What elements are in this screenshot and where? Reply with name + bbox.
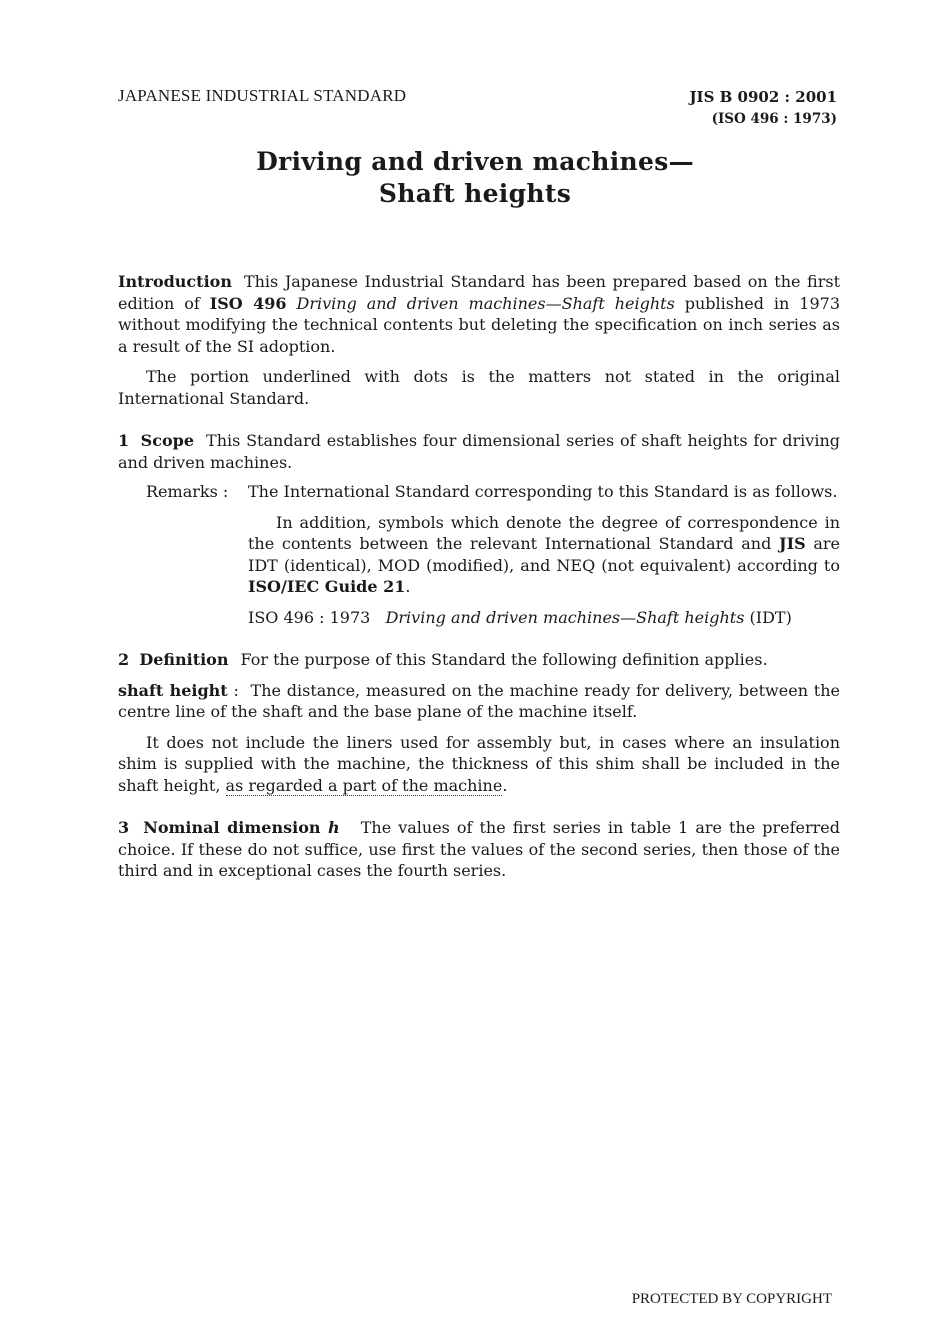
remarks-paragraph-1: The International Standard corresponding to this Standard is as follows.: [248, 482, 838, 501]
scope-section: [118, 430, 840, 473]
intro-italic-title: Driving and driven machines—Shaft heights: [296, 293, 675, 313]
remarks-body: [248, 481, 840, 628]
iso-line-title: Driving and driven machines—Shaft heights: [385, 607, 745, 627]
remarks-iso-line: [248, 607, 840, 629]
definition-term: shaft height: [118, 680, 228, 700]
standard-org-label: JAPANESE INDUSTRIAL STANDARD: [118, 86, 407, 105]
remarks-guide: ISO/IEC Guide 21: [248, 577, 406, 596]
definition-paragraph-2: [118, 732, 840, 797]
definition-term-sep: :: [227, 680, 239, 700]
definition-p2-text-b: .: [502, 775, 508, 795]
scope-heading: Scope: [140, 431, 195, 450]
iso-line-degree: (IDT): [749, 607, 792, 627]
title-line-2: Shaft heights: [378, 179, 572, 208]
jis-code: JIS B 0902 : 2001: [689, 88, 837, 106]
remarks-jis: JIS: [779, 534, 806, 553]
intro-text-a: This Japanese Industrial Standard has been prepared based on the first edition of: [118, 272, 840, 313]
remarks-label: Remarks :: [146, 482, 229, 501]
nominal-symbol: h: [328, 818, 340, 837]
definition-heading: Definition: [139, 650, 229, 669]
definition-number: 2: [118, 650, 130, 669]
scope-number: 1: [118, 431, 130, 450]
iso-line-ref: ISO 496 : 1973: [248, 607, 371, 627]
intro-iso-ref: ISO 496: [209, 293, 287, 313]
definition-term-paragraph: [118, 680, 840, 723]
remarks-p2-text-b: are IDT (identical), MOD (modified), and NEQ (not equivalent) according to: [248, 534, 841, 575]
remarks-paragraph-2: [248, 512, 840, 598]
definition-text: For the purpose of this Standard the following definition applies.: [240, 650, 768, 669]
dotted-underline-text: as regarded a part of the machine: [225, 775, 503, 795]
intro-heading: Introduction: [118, 272, 232, 291]
nominal-heading: Nominal dimension: [143, 818, 329, 837]
remarks-p2-text-c: .: [405, 577, 411, 596]
definition-term-text: The distance, measured on the machine ready for delivery, between the centre line of the shaft and the base plane of the machine itself.: [118, 680, 841, 721]
remarks-block: [118, 481, 840, 628]
document-body: [118, 271, 840, 882]
page-title: [0, 146, 950, 210]
definition-p2-text-a: It does not include the liners used for assembly but, in cases where an insulation shim is supplied with the machine, the thickness of this shim shall be included in the shaft height,: [118, 732, 840, 795]
intro-paragraph-2: The portion underlined with dots is the matters not stated in the original International Standard.: [118, 367, 840, 408]
copyright-footer: PROTECTED BY COPYRIGHT: [631, 1291, 832, 1307]
intro-text-b: published in 1973 without modifying the technical contents but deleting the specification on inch series as a result of the SI adoption.: [118, 293, 841, 356]
definition-section: [118, 649, 840, 671]
iso-code: (ISO 496 : 1973): [711, 111, 837, 127]
intro-paragraph: [118, 271, 840, 357]
scope-text: This Standard establishes four dimensional series of shaft heights for driving and driven machines.: [118, 431, 841, 472]
remarks-p2-text-a: In addition, symbols which denote the degree of correspondence in the contents between the relevant International Standard and: [248, 512, 840, 553]
title-line-1: Driving and driven machines—: [256, 147, 694, 176]
nominal-section: [118, 817, 840, 882]
nominal-number: 3: [118, 818, 130, 837]
nominal-text: The values of the first series in table 1 are the preferred choice. If these do not suffice, use first the values of the second series, then those of the third and in exceptional cases the fourth series.: [118, 818, 841, 880]
standard-number: [689, 86, 837, 130]
